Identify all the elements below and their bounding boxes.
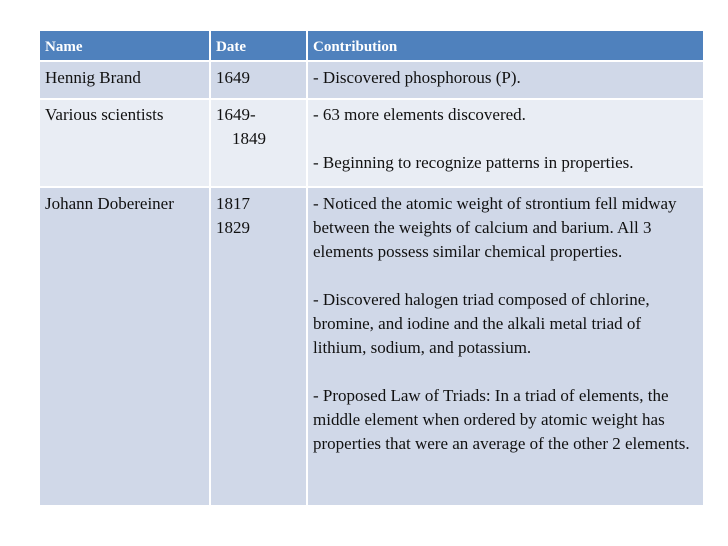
date-line: 1849 (232, 129, 266, 148)
header-row (40, 31, 703, 61)
date-line: 1649 (216, 68, 250, 87)
contribution-item: - Noticed the atomic weight of strontium fell midway between the weights of calcium and barium. All 3 elements possess similar chemical properties. (313, 194, 677, 261)
date-line: 1817 (216, 194, 250, 213)
cell-date (210, 99, 307, 187)
header-date: Date (210, 31, 307, 61)
contribution-item: - Beginning to recognize patterns in properties. (313, 153, 634, 172)
table-row (40, 99, 703, 187)
cell-contribution (307, 61, 703, 99)
cell-name: Johann Dobereiner (40, 187, 210, 506)
cell-name: Various scientists (40, 99, 210, 187)
contribution-item: - 63 more elements discovered. (313, 105, 526, 124)
cell-date (210, 61, 307, 99)
contribution-item: - Discovered phosphorous (P). (313, 68, 521, 87)
cell-contribution (307, 99, 703, 187)
header-name: Name (40, 31, 210, 61)
contribution-item: - Proposed Law of Triads: In a triad of elements, the middle element when ordered by atomic weight has properties that were an average of the other 2 elements. (313, 386, 690, 453)
cell-date (210, 187, 307, 506)
cell-contribution (307, 187, 703, 506)
history-table (40, 31, 703, 507)
table-row (40, 187, 703, 506)
contribution-item: - Discovered halogen triad composed of chlorine, bromine, and iodine and the alkali metal triad of lithium, sodium, and potassium. (313, 290, 650, 357)
date-line: 1829 (216, 218, 250, 237)
date-line: 1649- (216, 105, 256, 124)
cell-name: Hennig Brand (40, 61, 210, 99)
header-contribution: Contribution (307, 31, 703, 61)
table-row (40, 61, 703, 99)
